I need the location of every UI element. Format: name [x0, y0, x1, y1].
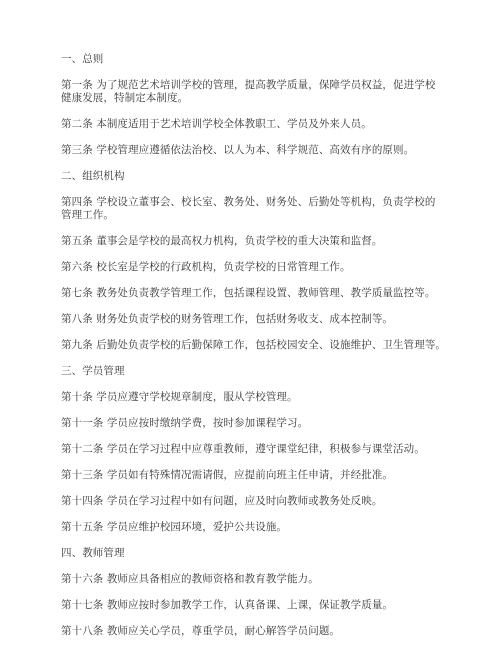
section-heading: 一、总则 [61, 53, 104, 65]
article-12: 第十二条 学员在学习过程中应尊重教师，遵守课堂纪律，积极参与课堂活动。 [61, 443, 425, 455]
article-18: 第十八条 教师应关心学员，尊重学员，耐心解答学员问题。 [61, 625, 341, 637]
article-4: 第四条 学校设立董事会、校长室、教务处、财务处、后勤处等机构，负责学校的管理工作。 [61, 196, 436, 221]
article-15: 第十五条 学员应维护校园环境，爱护公共设施。 [61, 521, 288, 533]
article-6: 第六条 校长室是学校的行政机构，负责学校的日常管理工作。 [61, 261, 351, 273]
article-3: 第三条 学校管理应遵循依法治校、以人为本、科学规范、高效有序的原则。 [61, 144, 415, 156]
article-8: 第八条 财务处负责学校的财务管理工作，包括财务收支、成本控制等。 [61, 313, 394, 325]
article-2: 第二条 本制度适用于艺术培训学校全体教职工、学员及外来人员。 [61, 118, 372, 130]
section-heading: 三、学员管理 [61, 365, 125, 377]
article-5: 第五条 董事会是学校的最高权力机构，负责学校的重大决策和监督。 [61, 235, 383, 247]
article-13: 第十三条 学员如有特殊情况需请假，应提前向班主任申请，并经批准。 [61, 469, 394, 481]
article-9: 第九条 后勤处负责学校的后勤保障工作，包括校园安全、设施维护、卫生管理等。 [61, 339, 447, 351]
article-7: 第七条 教务处负责教学管理工作，包括课程设置、教师管理、教学质量监控等。 [61, 287, 436, 299]
section-heading: 四、教师管理 [61, 547, 125, 559]
document-body [61, 53, 493, 651]
article-10: 第十条 学员应遵守学校规章制度，服从学校管理。 [61, 391, 298, 403]
article-1: 第一条 为了规范艺术培训学校的管理，提高教学质量，保障学员权益，促进学校健康发展，特制定本制度。 [61, 79, 436, 104]
article-11: 第十一条 学员应按时缴纳学费，按时参加课程学习。 [61, 417, 309, 429]
article-14: 第十四条 学员在学习过程中如有问题，应及时向教师或教务处反映。 [61, 495, 383, 507]
article-16: 第十六条 教师应具备相应的教师资格和教育教学能力。 [61, 573, 319, 585]
article-17: 第十七条 教师应按时参加教学工作，认真备课、上课，保证教学质量。 [61, 599, 394, 611]
section-heading: 二、组织机构 [61, 170, 125, 182]
